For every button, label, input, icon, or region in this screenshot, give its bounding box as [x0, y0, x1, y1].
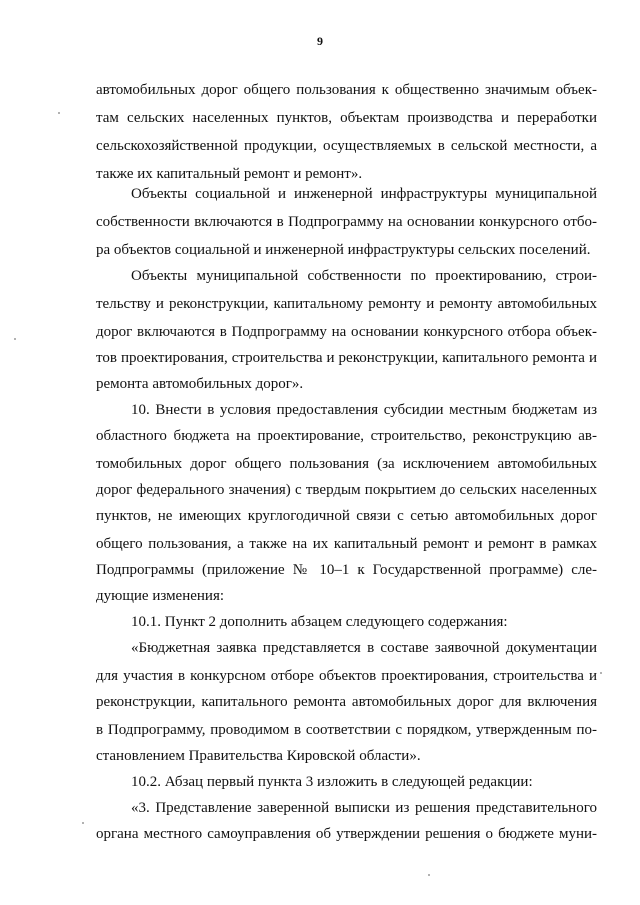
paragraph-start: «3. Представление заверенной выписки из решения представительного [131, 800, 597, 816]
text-line: ремонта автомобильных дорог». [96, 376, 304, 392]
scan-speck [428, 874, 430, 876]
paragraph-start: 10.2. Абзац первый пункта 3 изложить в следующей редакции: [131, 774, 533, 790]
text-line: тов проектирования, строительства и реконструкции, капитального ремонта и [96, 350, 597, 366]
text-line: Подпрограммы (приложение № 10–1 к Государственной программе) сле- [96, 562, 597, 578]
text-line: собственности включаются в Подпрограмму на основании конкурсного отбо- [96, 214, 597, 230]
text-line: автомобильных дорог общего пользования к общественно значимым объек- [96, 82, 597, 98]
scan-speck [58, 112, 60, 114]
scan-speck [600, 672, 602, 674]
paragraph-start: Объекты социальной и инженерной инфраструктуры муниципальной [131, 186, 597, 202]
paragraph-start: 10. Внести в условия предоставления субсидии местным бюджетам из [131, 402, 597, 418]
text-line: там сельских населенных пунктов, объектам производства и переработки [96, 110, 597, 126]
scan-speck [14, 338, 16, 340]
page-number: 9 [317, 34, 323, 48]
text-line: сельскохозяйственной продукции, осуществляемых в сельской местности, а [96, 138, 597, 154]
paragraph-start: «Бюджетная заявка представляется в составе заявочной документации [131, 640, 597, 656]
text-line: в Подпрограмму, проводимом в соответствии с порядком, утвержденным по- [96, 722, 597, 738]
text-line: для участия в конкурсном отборе объектов проектирования, строительства и [96, 668, 597, 684]
text-line: тельству и реконструкции, капитальному ремонту и ремонту автомобильных [96, 296, 597, 312]
text-line: дорог федерального значения) с твердым покрытием до сельских населенных [96, 482, 597, 498]
text-line: также их капитальный ремонт и ремонт». [96, 166, 363, 182]
text-line: ра объектов социальной и инженерной инфраструктуры сельских поселений. [96, 242, 591, 258]
text-line: органа местного самоуправления об утверждении решения о бюджете муни- [96, 826, 597, 842]
text-line: общего пользования, а также на их капитальный ремонт и ремонт в рамках [96, 536, 597, 552]
text-line: реконструкции, капитального ремонта автомобильных дорог для включения [96, 694, 597, 710]
text-line: пунктов, не имеющих круглогодичной связи с сетью автомобильных дорог [96, 508, 597, 524]
text-line: областного бюджета на проектирование, строительство, реконструкцию ав- [96, 428, 597, 444]
paragraph-start: 10.1. Пункт 2 дополнить абзацем следующего содержания: [131, 614, 508, 630]
text-line: дорог включаются в Подпрограмму на основании конкурсного отбора объек- [96, 324, 597, 340]
text-line: становлением Правительства Кировской области». [96, 748, 421, 764]
text-line: томобильных дорог общего пользования (за исключением автомобильных [96, 456, 597, 472]
text-line: дующие изменения: [96, 588, 225, 604]
scan-speck [82, 822, 84, 824]
paragraph-start: Объекты муниципальной собственности по проектированию, строи- [131, 268, 597, 284]
